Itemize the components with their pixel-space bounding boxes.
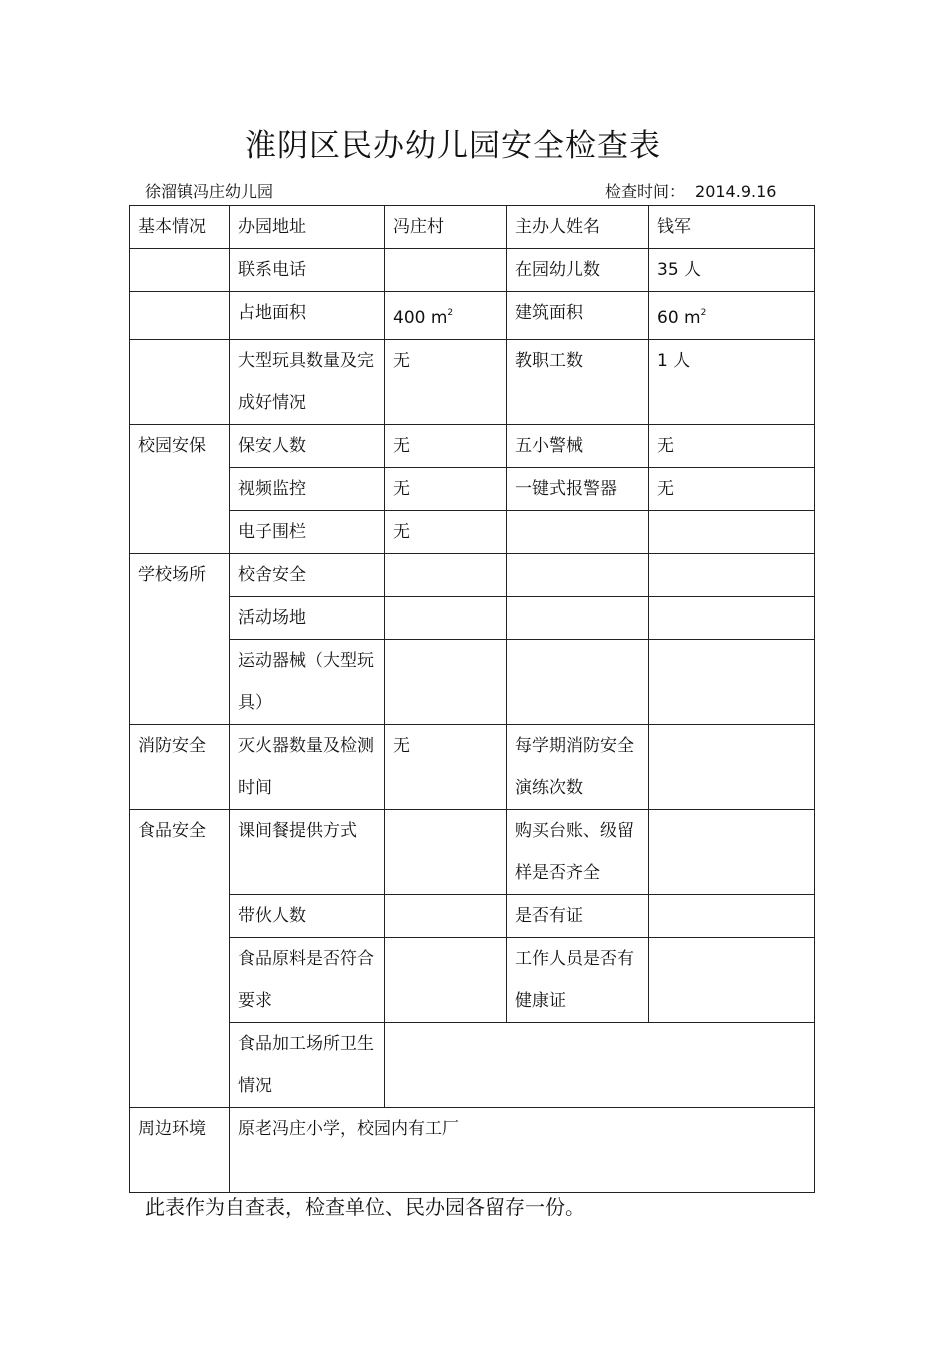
owner-label: 主办人姓名 [507,206,649,249]
phone-label: 联系电话 [230,249,385,292]
extinguisher-label: 灭火器数量及检测时间 [230,725,385,810]
inspection-table [129,205,815,1193]
fence-label: 电子围栏 [230,511,385,554]
phone-value [385,249,507,292]
extinguisher-value: 无 [385,725,507,810]
alarm-label: 一键式报警器 [507,468,649,511]
staff-label: 教职工数 [507,340,649,425]
school-name: 徐溜镇冯庄幼儿园 [145,182,274,201]
surround-value: 原老冯庄小学，校园内有工厂 [230,1108,815,1193]
equip-label: 五小警械 [507,425,649,468]
field-label: 活动场地 [230,597,385,640]
staff-value: 1 人 [649,340,815,425]
empty-cell [649,810,815,895]
table-row [130,938,815,1023]
table-row [130,206,815,249]
table-row [130,554,815,597]
empty-cell [385,895,507,938]
alarm-value: 无 [649,468,815,511]
table-row [130,468,815,511]
table-row [130,640,815,725]
children-value: 35 人 [649,249,815,292]
empty-cell [385,938,507,1023]
section-premises: 学校场所 [130,554,230,725]
page-title: 淮阴区民办幼儿园安全检查表 [245,128,661,164]
table-row [130,725,815,810]
empty-cell [649,511,815,554]
building-value: 60 $m^2$ [649,292,815,340]
check-time [605,179,776,202]
land-label: 占地面积 [230,292,385,340]
land-value: 400 $m^2$ [385,292,507,340]
material-label: 食品原料是否符合要求 [230,938,385,1023]
section-food: 食品安全 [130,810,230,1108]
video-label: 视频监控 [230,468,385,511]
sport-label: 运动器械（大型玩具） [230,640,385,725]
meal-label: 课间餐提供方式 [230,810,385,895]
empty-cell [507,511,649,554]
empty-cell [130,249,230,292]
empty-cell [385,640,507,725]
empty-cell [507,640,649,725]
empty-cell [385,1023,815,1108]
owner-value: 钱军 [649,206,815,249]
section-surround: 周边环境 [130,1108,230,1193]
address-label: 办园地址 [230,206,385,249]
empty-cell [385,554,507,597]
ledger-label: 购买台账、级留样是否齐全 [507,810,649,895]
empty-cell [649,895,815,938]
empty-cell [385,597,507,640]
fence-value: 无 [385,511,507,554]
toys-label: 大型玩具数量及完成好情况 [230,340,385,425]
empty-cell [649,597,815,640]
empty-cell [649,725,815,810]
empty-cell [507,597,649,640]
cert-label: 是否有证 [507,895,649,938]
check-time-value: 2014.9.16 [695,182,777,201]
guards-label: 保安人数 [230,425,385,468]
table-row [130,340,815,425]
dorm-label: 校舍安全 [230,554,385,597]
health-label: 工作人员是否有健康证 [507,938,649,1023]
table-row [130,810,815,895]
section-security: 校园安保 [130,425,230,554]
drill-label: 每学期消防安全演练次数 [507,725,649,810]
section-basic: 基本情况 [130,206,230,249]
equip-value: 无 [649,425,815,468]
children-label: 在园幼儿数 [507,249,649,292]
empty-cell [130,340,230,425]
building-label: 建筑面积 [507,292,649,340]
table-row [130,597,815,640]
toys-value: 无 [385,340,507,425]
table-row [130,1023,815,1108]
empty-cell [385,810,507,895]
table-row [130,249,815,292]
count-label: 带伙人数 [230,895,385,938]
address-value: 冯庄村 [385,206,507,249]
table-row [130,895,815,938]
table-row [130,292,815,340]
empty-cell [649,938,815,1023]
empty-cell [649,640,815,725]
check-time-label: 检查时间： [605,182,686,201]
kitchen-label: 食品加工场所卫生情况 [230,1023,385,1108]
section-fire: 消防安全 [130,725,230,810]
footnote: 此表作为自查表，检查单位、民办园各留存一份。 [145,1195,585,1219]
guards-value: 无 [385,425,507,468]
table-row [130,425,815,468]
empty-cell [130,292,230,340]
video-value: 无 [385,468,507,511]
empty-cell [649,554,815,597]
empty-cell [507,554,649,597]
table-row [130,1108,815,1193]
table-row [130,511,815,554]
